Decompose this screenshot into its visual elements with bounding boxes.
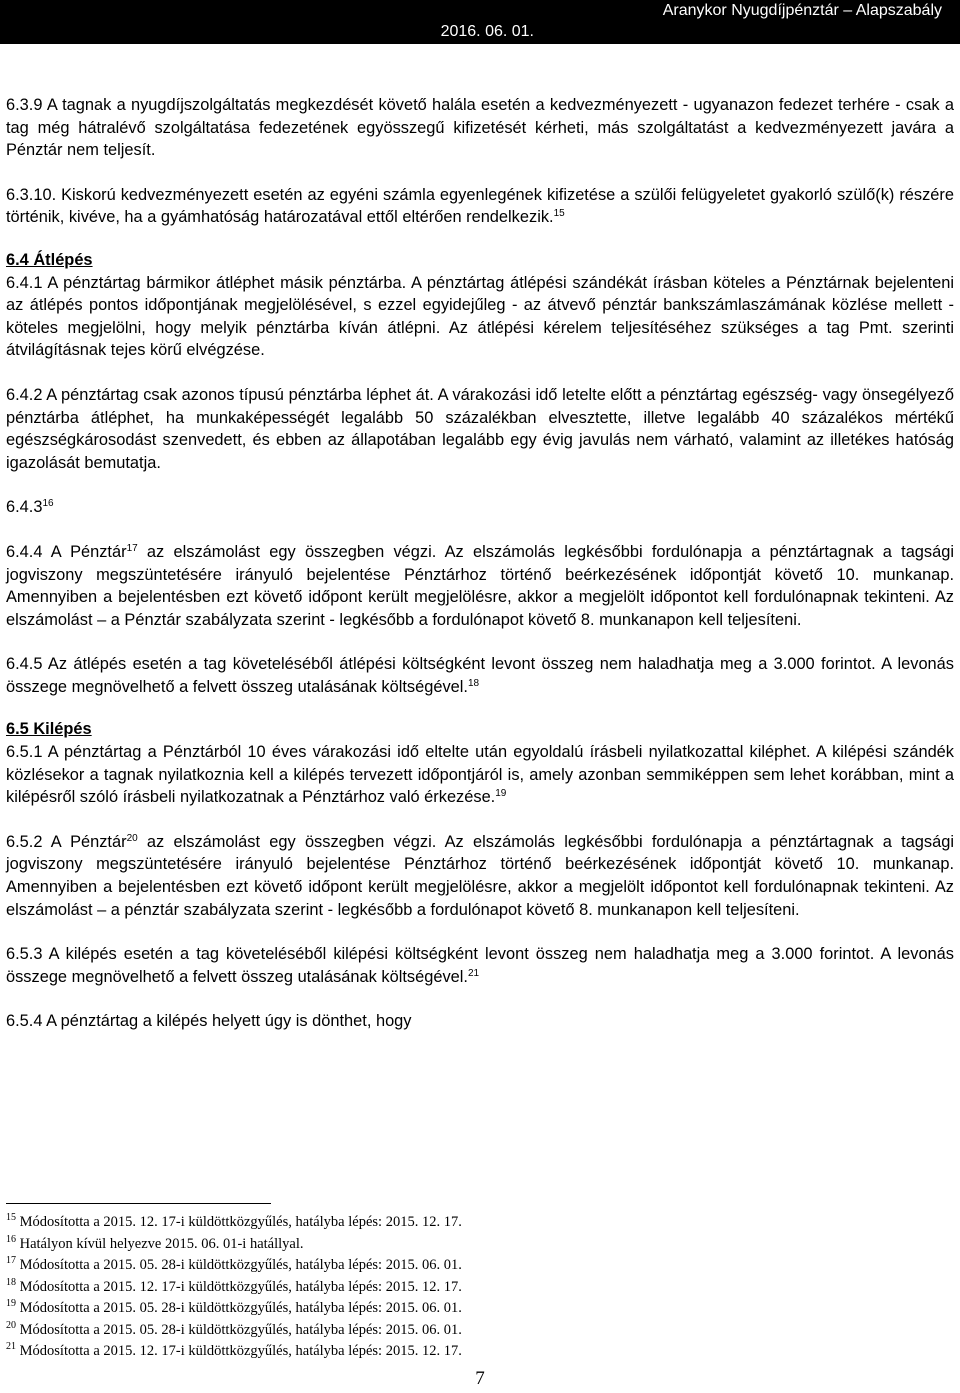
- paragraph-6-4-5-text: 6.4.5 Az átlépés esetén a tag követeléséből átlépési költségként levont összeg nem haladhatja meg a 3.000 forintot. A levonás összege megnövelhető a felvett összeg utalásának költségével.: [6, 655, 954, 696]
- paragraph-6-5-1-text: 6.5.1 A pénztártag a Pénztárból 10 éves várakozási idő eltelte után egyoldalú írásbeli nyilatkozattal kiléphet. A kilépési szándék közlésekor a tagnak nyilatkoznia kell a kilépés tervezett időpontjáról is, amely azonban semmiképpen sem lehet korábban, mint a kilépésről szóló írásbeli nyilatkozatnak a Pénztárhoz való érkezése.: [6, 743, 954, 807]
- paragraph-6-3-9: 6.3.9 A tagnak a nyugdíjszolgáltatás megkezdését követő halála esetén a kedvezményezett - ugyanazon fedezet terhére - csak a tag még hátralévő szolgáltatása fedezetének egyösszegű kifizetését kérheti, más szolgáltatást a kedvezményezett javára a Pénztár nem teljesít.: [6, 96, 954, 160]
- document-body: [6, 94, 954, 1033]
- footnote-number: 19: [6, 1298, 16, 1309]
- footnote-ref-15: 15: [553, 208, 565, 220]
- footnote-divider: [6, 1203, 271, 1204]
- paragraph-6-3-10-text: 6.3.10. Kiskorú kedvezményezett esetén az egyéni számla egyenlegének kifizetése a szülői felügyeletet gyakorló szülő(k) részére történik, kivéve, ha a gyámhatóság határozatával ettől eltérően rendelkezik.: [6, 185, 954, 227]
- paragraph-6-4-3-number: 6.4.3: [6, 498, 43, 517]
- paragraph-6-5-2-lead: 6.5.2 A Pénztár: [6, 832, 127, 851]
- footnote-ref-19: 19: [495, 788, 507, 800]
- paragraph-6-5-2-text: az elszámolást egy összegben végzi. Az elszámolás legkésőbbi fordulónapja a pénztártagnak a tagsági jogviszony megszüntetésére irányuló bejelentése Pénztárhoz történő beérkezésének időpontját követő 10. munkanap. Amennyiben a bejelentésben ezt követő időpont került megjelölésre, akkor a megjelölt időpontot kell fordulónapnak tekinteni. Az elszámolást – a pénztár szabályzata szerint - legkésőbb a fordulónapot követő 8. munkanapon kell teljesíteni.: [6, 832, 954, 919]
- footnote-19: [6, 1298, 706, 1320]
- header-title: Aranykor Nyugdíjpénztár – Alapszabály: [662, 2, 942, 19]
- footnote-15: [6, 1212, 706, 1234]
- paragraph-6-5-3-text: 6.5.3 A kilépés esetén a tag követeléséből kilépési költségként levont összeg nem haladhatja meg a 3.000 forintot. A levonás összege megnövelhető a felvett összeg utalásának költségével.: [6, 945, 954, 986]
- header-date: 2016. 06. 01.: [440, 23, 534, 40]
- paragraph-6-4-1: 6.4.1 A pénztártag bármikor átléphet másik pénztárba. A pénztártag átlépési szándékát írásban köteles a Pénztárnak bejelenteni az átlépés pontos időpontjának megjelölésével, s ezzel egyidejűleg - az átvevő pénztár bankszámlaszámának közlése mellett - köteles megjelölni, hogy melyik pénztárba kíván átlépni. Az átlépési kérelem teljesítéséhez szükséges a tag Pmt. szerinti átvilágításnak tejes körű elvégzése.: [6, 273, 954, 360]
- paragraph-6-3-10: [6, 184, 954, 229]
- page-header: [0, 0, 960, 44]
- paragraph-6-4-3: [6, 496, 954, 519]
- footnote-20: [6, 1320, 706, 1342]
- paragraph-6-5-4: 6.5.4 A pénztártag a kilépés helyett úgy is dönthet, hogy: [6, 1012, 412, 1031]
- section-heading-6-5: 6.5 Kilépés: [6, 720, 92, 739]
- paragraph-6-4-4-lead: 6.4.4 A Pénztár: [6, 542, 127, 561]
- footnote-number: 18: [6, 1276, 16, 1288]
- footnote-number: 20: [6, 1319, 16, 1331]
- page-number: 7: [475, 1368, 485, 1389]
- footnote-number: 15: [6, 1212, 16, 1223]
- footnote-text: Módosította a 2015. 12. 17-i küldöttközgyűlés, hatályba lépés: 2015. 12. 17.: [16, 1343, 462, 1359]
- footnote-ref-18: 18: [467, 677, 480, 689]
- footnote-21: [6, 1341, 706, 1363]
- paragraph-6-4-4-text: az elszámolást egy összegben végzi. Az elszámolás legkésőbbi fordulónapja a pénztártagnak a tagsági jogviszony megszüntetésére irányuló bejelentése Pénztárhoz történő beérkezésének időpontját követő 10. munkanap. Amennyiben a bejelentésben ezt követő időpont került megjelölésre, akkor a megjelölt időpontot kell fordulónapnak tekinteni. Az elszámolást – a Pénztár szabályzata szerint - legkésőbb a fordulónapot követő 8. munkanapon kell teljesíteni.: [6, 542, 954, 629]
- footnote-text: Módosította a 2015. 05. 28-i küldöttközgyűlés, hatályba lépés: 2015. 06. 01.: [16, 1257, 462, 1273]
- section-heading-6-4: 6.4 Átlépés: [6, 250, 93, 269]
- footnote-16: [6, 1234, 706, 1256]
- footnote-text: Módosította a 2015. 12. 17-i küldöttközgyűlés, hatályba lépés: 2015. 12. 17.: [16, 1214, 462, 1230]
- footnote-number: 16: [6, 1233, 16, 1245]
- footnote-18: [6, 1277, 706, 1299]
- paragraph-6-4-2: 6.4.2 A pénztártag csak azonos típusú pénztárba léphet át. A várakozási idő letelte előtt a pénztártag egészség- vagy önsegélyező pénztárba átléphet, ha munkaképességét legalább 50 százalékban elvesztette, illetve legalább 40 százalékos mértékű egészségkárosodást szenvedett, és ebben az állapotában legalább egy évig javulás nem várható, valamint az illetékes hatóság igazolását bemutatja.: [6, 385, 954, 472]
- footnote-number: 17: [6, 1255, 16, 1266]
- paragraph-6-5-3: [6, 943, 954, 988]
- footnote-ref-21: 21: [467, 967, 480, 979]
- footnote-text: Módosította a 2015. 12. 17-i küldöttközgyűlés, hatályba lépés: 2015. 12. 17.: [16, 1278, 462, 1295]
- footnote-ref-20: 20: [126, 832, 138, 844]
- footnote-text: Módosította a 2015. 05. 28-i küldöttközgyűlés, hatályba lépés: 2015. 06. 01.: [16, 1300, 462, 1316]
- paragraph-6-5-2: [6, 831, 954, 921]
- footnote-17: [6, 1255, 706, 1277]
- footnote-ref-17: 17: [126, 542, 138, 554]
- footnotes: [6, 1212, 706, 1363]
- footnote-text: Módosította a 2015. 05. 28-i küldöttközgyűlés, hatályba lépés: 2015. 06. 01.: [16, 1321, 462, 1338]
- footnote-text: Hatályon kívül helyezve 2015. 06. 01-i hatállyal.: [16, 1235, 304, 1252]
- footnote-ref-16: 16: [42, 498, 54, 510]
- paragraph-6-4-5: [6, 653, 954, 698]
- paragraph-6-4-4: [6, 541, 954, 631]
- paragraph-6-5-1: [6, 741, 954, 809]
- footnote-number: 21: [6, 1341, 16, 1352]
